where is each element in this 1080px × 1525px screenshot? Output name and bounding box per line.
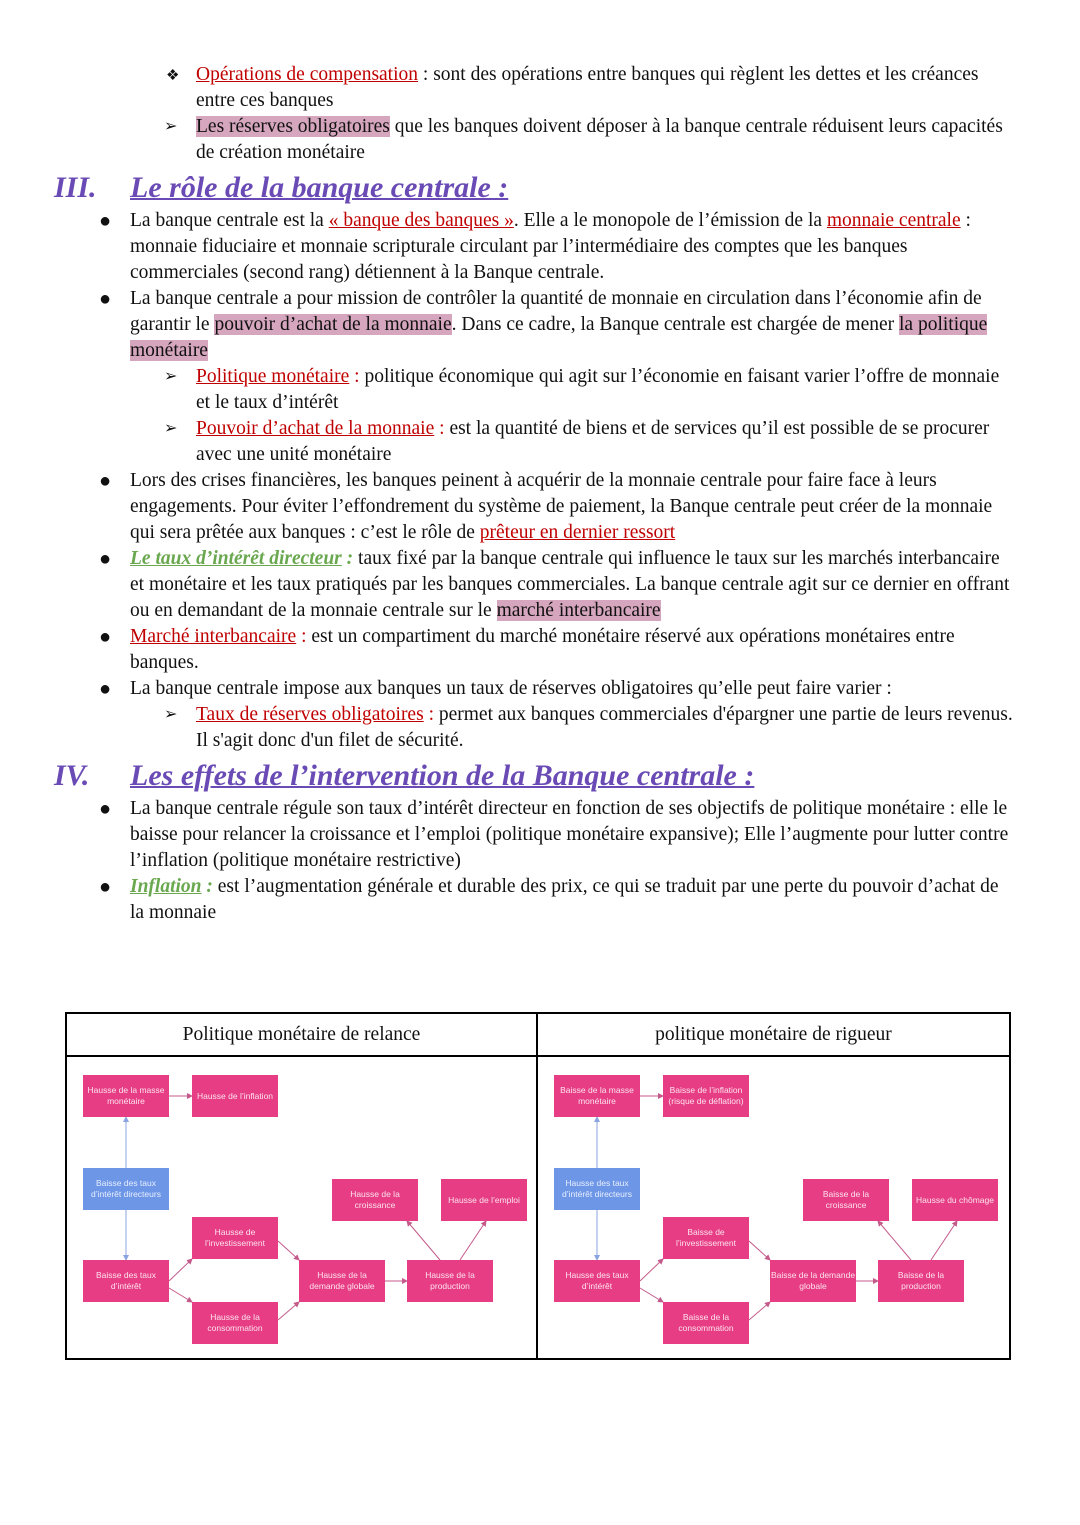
term-definition-label: Taux de réserves obligatoires [196, 704, 424, 725]
document-content [0, 62, 1080, 926]
text-segment: : [423, 704, 439, 725]
sub-bullet-item [0, 62, 1014, 114]
section-title: Le rôle de la banque centrale : [130, 171, 509, 204]
section-heading [0, 756, 1080, 796]
text-segment: est la quantité de biens et de services qu’il est possible de se procurer avec une unité monétaire [196, 418, 990, 465]
arrow-conso-to-demande [278, 1302, 299, 1320]
highlighted-text: marché interbancaire [496, 600, 661, 621]
diagram-box-conso: Hausse de la consommation [192, 1302, 278, 1344]
term-definition-label: Le taux d’intérêt directeur [130, 548, 342, 569]
term-definition-label: prêteur en dernier ressort [479, 522, 676, 543]
text-segment: La banque centrale a pour mission de contrôler la quantité de monnaie en circulation dans l’économie afin de garantir le [130, 288, 982, 335]
diagram-box-production: Baisse de la production [878, 1260, 964, 1302]
dot-bullet-icon: ● [99, 288, 112, 310]
term-definition-label: Opérations de compensation [196, 64, 419, 85]
arrow-conso-to-demande [749, 1302, 770, 1320]
text-segment: permet aux banques commerciales d'épargner une partie de leurs revenus. Il s'agit donc d'un filet de sécurité. [196, 704, 1013, 751]
diagram-box-masse: Baisse de la masse monétaire [554, 1075, 640, 1117]
term-definition-label: Marché interbancaire [130, 626, 297, 647]
monetary-policy-table [65, 1012, 1011, 1360]
bullet-item [0, 796, 1010, 874]
table-header-relance: Politique monétaire de relance [67, 1014, 538, 1057]
diagram-box-conso: Baisse de la consommation [663, 1302, 749, 1344]
text-segment: . Elle a le monopole de l’émission de la [513, 210, 827, 231]
dot-bullet-icon: ● [99, 678, 112, 700]
bullet-item [0, 624, 1010, 676]
section-heading [0, 168, 1080, 208]
sub-bullet-item [0, 114, 1014, 166]
term-definition-label: Pouvoir d’achat de la monnaie [196, 418, 435, 439]
arrow-production-to-croissance [878, 1221, 911, 1260]
diagram-box-invest: Baisse de l’investissement [663, 1217, 749, 1259]
arrow-bullet-icon: ➢ [164, 368, 178, 385]
text-segment: : [434, 418, 450, 439]
diagram-box-production: Hausse de la production [407, 1260, 493, 1302]
diagram-box-croissance: Baisse de la croissance [803, 1179, 889, 1221]
arrow-bullet-icon: ➢ [164, 420, 178, 437]
arrow-production-to-emploi [931, 1221, 957, 1260]
dot-bullet-icon: ● [99, 626, 112, 648]
diagram-box-emploi: Hausse de l’emploi [441, 1179, 527, 1221]
text-segment: . Dans ce cadre, la Banque centrale est chargée de mener [451, 314, 899, 335]
text-segment: Lors des crises financières, les banques peinent à acquérir de la monnaie centrale pour faire face à leurs engagements. Pour éviter l’effondrement du système de paiement, la Banque centrale peut créer de la monnaie qui sera prêtée aux banques : c’est le rôle de [130, 470, 993, 543]
sub-bullet-item [0, 364, 1014, 416]
diagram-box-demande: Baisse de la demande globale [770, 1260, 856, 1302]
diagram-rigueur [538, 1057, 1009, 1358]
text-segment: : [296, 626, 312, 647]
dot-bullet-icon: ● [99, 876, 112, 898]
text-segment: est l’augmentation générale et durable des prix, ce qui se traduit par une perte du pouvoir d’achat de la monnaie [130, 876, 999, 923]
text-segment: : sont des opérations entre banques qui règlent les dettes et les créances entre ces banques [196, 64, 979, 111]
arrow-invest-to-demande [278, 1241, 299, 1260]
text-segment: taux fixé par la banque centrale qui influence le taux sur les marchés interbancaire et monétaire et les taux pratiqués par les banques commerciales. La banque centrale agit sur ce dernier en offrant ou en demandant de la monnaie centrale sur le [130, 548, 1010, 621]
bullet-item [0, 874, 1010, 926]
section-number: III. [54, 171, 97, 204]
dot-bullet-icon: ● [99, 470, 112, 492]
bullet-item [0, 676, 1010, 702]
diagram-box-emploi: Hausse du chômage [912, 1179, 998, 1221]
highlighted-text: la politique monétaire [130, 314, 988, 361]
sub-bullet-item [0, 702, 1014, 754]
diagram-box-demande: Hausse de la demande globale [299, 1260, 385, 1302]
arrow-taux-to-conso [640, 1288, 663, 1302]
highlighted-text: pouvoir d’achat de la monnaie [214, 314, 452, 335]
diagram-box-invest: Hausse de l’investissement [192, 1217, 278, 1259]
text-segment: que les banques doivent déposer à la banque centrale réduisent leurs capacités de création monétaire [196, 116, 1003, 163]
text-segment: : [201, 876, 218, 897]
diagram-box-directeur: Baisse des taux d’intérêt directeurs [83, 1168, 169, 1210]
diamond-bullet-icon: ❖ [166, 68, 180, 84]
term-definition-label: « banque des banques » [328, 210, 514, 231]
diagram-box-taux: Hausse des taux d’intérêt [554, 1260, 640, 1302]
highlighted-text: Les réserves obligatoires [196, 116, 390, 137]
arrow-taux-to-invest [169, 1259, 192, 1281]
text-segment: politique économique qui agit sur l’économie en faisant varier l’offre de monnaie et le taux d’intérêt [196, 366, 1000, 413]
arrow-bullet-icon: ➢ [164, 706, 178, 723]
diagram-box-taux: Baisse des taux d’intérêt [83, 1260, 169, 1302]
diagram-box-inflation: Baisse de l’inflation (risque de déflation) [663, 1075, 749, 1117]
text-segment: : [349, 366, 365, 387]
bullet-item [0, 208, 1010, 286]
diagram-box-directeur: Hausse des taux d’intérêt directeurs [554, 1168, 640, 1210]
diagram-relance [67, 1057, 538, 1358]
text-segment: est un compartiment du marché monétaire réservé aux opérations monétaires entre banques. [130, 626, 955, 673]
sub-bullet-item [0, 416, 1014, 468]
arrow-production-to-emploi [460, 1221, 486, 1260]
dot-bullet-icon: ● [99, 798, 112, 820]
arrow-invest-to-demande [749, 1241, 770, 1260]
section-number: IV. [54, 759, 90, 792]
dot-bullet-icon: ● [99, 210, 112, 232]
text-segment: La banque centrale est la [130, 210, 329, 231]
dot-bullet-icon: ● [99, 548, 112, 570]
term-definition-label: Inflation [130, 876, 202, 897]
table-header-rigueur: politique monétaire de rigueur [538, 1014, 1009, 1057]
text-segment: La banque centrale régule son taux d’intérêt directeur en fonction de ses objectifs de politique monétaire : elle le baisse pour relancer la croissance et l’emploi (politique monétaire expansive); Elle l’augmente pour lutter contre l’inflation (politique monétaire restrictive) [130, 798, 1009, 871]
section-title: Les effets de l’intervention de la Banque centrale : [130, 759, 755, 792]
bullet-item [0, 468, 1010, 546]
diagram-box-masse: Hausse de la masse monétaire [83, 1075, 169, 1117]
arrow-bullet-icon: ➢ [164, 118, 178, 135]
text-segment: : monnaie fiduciaire et monnaie scripturale circulant par l’intermédiaire des comptes que les banques commerciales (second rang) détiennent à la Banque centrale. [130, 210, 971, 283]
diagram-box-croissance: Hausse de la croissance [332, 1179, 418, 1221]
text-segment: La banque centrale impose aux banques un taux de réserves obligatoires qu’elle peut faire varier : [130, 678, 892, 699]
bullet-item [0, 286, 1010, 364]
bullet-item [0, 546, 1010, 624]
term-definition-label: monnaie centrale [826, 210, 961, 231]
diagram-box-inflation: Hausse de l’inflation [192, 1075, 278, 1117]
arrow-taux-to-invest [640, 1259, 663, 1281]
arrow-production-to-croissance [407, 1221, 440, 1260]
arrow-taux-to-conso [169, 1288, 192, 1302]
term-definition-label: Politique monétaire [196, 366, 350, 387]
text-segment: : [341, 548, 359, 569]
